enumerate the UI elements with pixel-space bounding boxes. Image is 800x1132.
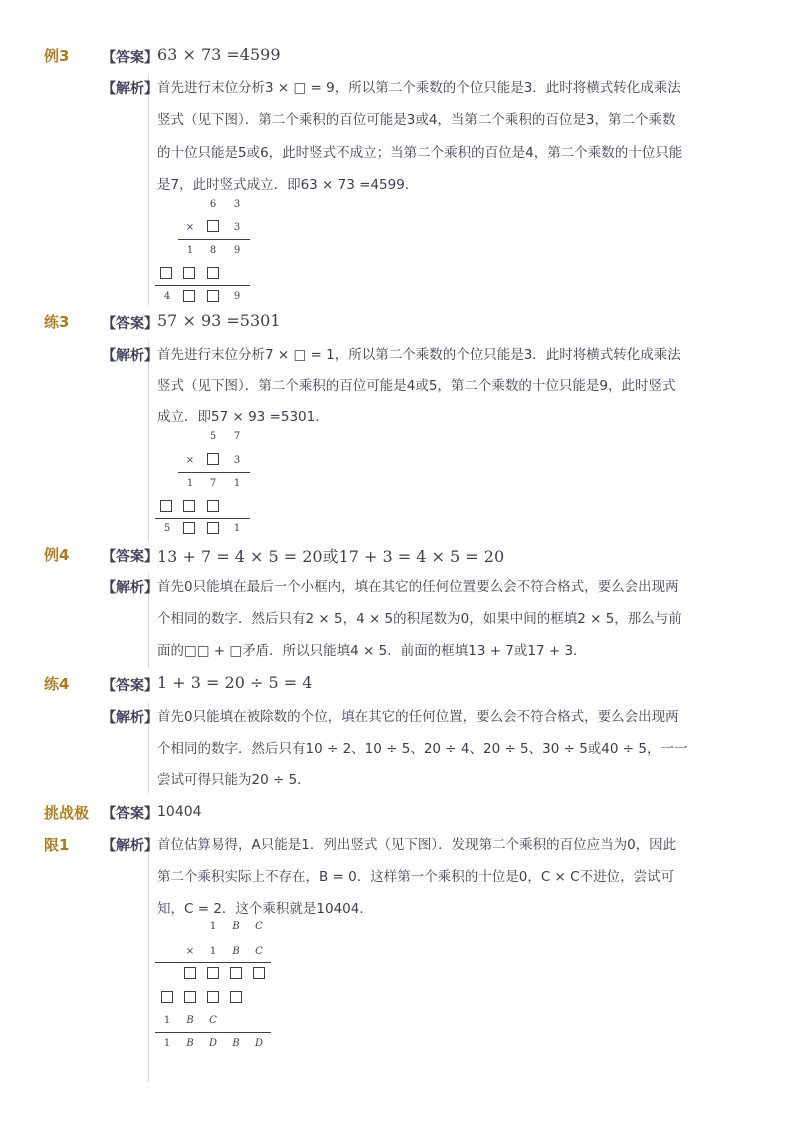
answer-label: 【答案】 <box>102 678 158 694</box>
digit: 6 <box>209 199 217 210</box>
blank-box <box>207 991 219 1003</box>
analysis-line: 知，C = 2．这个乘积就是10404． <box>157 901 373 917</box>
answer-label: 【答案】 <box>102 549 158 565</box>
digit: 8 <box>209 245 217 256</box>
digit: 9 <box>233 291 241 302</box>
blank-box <box>183 500 195 512</box>
digit: 1 <box>233 478 241 489</box>
answer-label: 【答案】 <box>102 806 158 822</box>
blank-box <box>184 991 196 1003</box>
analysis-divider <box>148 832 149 1082</box>
blank-box <box>207 267 219 279</box>
analysis-line: 首先0只能填在被除数的个位，填在其它的任何位置，要么会不符合格式，要么会出现两 <box>157 709 679 725</box>
digit: 1 <box>209 921 217 932</box>
digit: C <box>255 946 263 957</box>
blank-box <box>161 991 173 1003</box>
digit: B <box>186 1038 194 1049</box>
blank-box <box>207 967 219 979</box>
answer-text: 10404 <box>157 804 202 820</box>
digit: B <box>186 1015 194 1026</box>
answer-text: 1 + 3 = 20 ÷ 5 = 4 <box>157 673 313 692</box>
answer-text: 63 × 73 =4599 <box>157 45 281 64</box>
analysis-line: 首位估算易得，A只能是1．列出竖式（见下图）．发现第二个乘积的百位应当为0，因此 <box>157 837 677 853</box>
rule-line <box>155 285 250 286</box>
rule-line <box>178 239 250 240</box>
digit: B <box>232 946 240 957</box>
analysis-line: 第二个乘积实际上不存在，B = 0．这样第一个乘积的十位是0，C × C不进位，尝试可 <box>157 869 675 885</box>
times-sign: × <box>185 222 195 233</box>
analysis-line: 成立．即57 × 93 =5301． <box>157 409 329 425</box>
times-sign: × <box>185 946 195 957</box>
blank-box <box>183 290 195 302</box>
digit: 3 <box>233 222 241 233</box>
analysis-line: 是7，此时竖式成立．即63 × 73 =4599． <box>157 177 419 193</box>
analysis-label: 【解析】 <box>102 838 158 854</box>
analysis-label: 【解析】 <box>102 81 158 97</box>
digit: 1 <box>186 245 194 256</box>
digit: 3 <box>233 199 241 210</box>
blank-box <box>160 267 172 279</box>
analysis-line: 尝试可得只能为20 ÷ 5． <box>157 772 311 788</box>
section-tag-pr4: 练4 <box>44 675 70 693</box>
answer-text: 13 + 7 = 4 × 5 = 20或17 + 3 = 4 × 5 = 20 <box>157 547 505 566</box>
digit: B <box>232 921 240 932</box>
rule-line <box>155 1032 271 1033</box>
analysis-line: 面的□□ + □矛盾．所以只能填4 × 5．前面的框填13 + 7或17 + 3． <box>157 643 587 659</box>
analysis-label: 【解析】 <box>102 710 158 726</box>
digit: 1 <box>163 1038 171 1049</box>
rule-line <box>178 472 250 473</box>
rule-line <box>155 962 271 963</box>
blank-box <box>207 522 219 534</box>
digit: D <box>208 1038 218 1049</box>
digit: 1 <box>186 478 194 489</box>
section-tag-challenge-2: 限1 <box>44 836 70 854</box>
analysis-line: 个相同的数字．然后只有2 × 5，4 × 5的积尾数为0，如果中间的框填2 × 5，那么与前 <box>157 611 682 627</box>
analysis-label: 【解析】 <box>102 348 158 364</box>
rule-line <box>155 518 250 519</box>
digit: D <box>254 1038 264 1049</box>
digit: 1 <box>209 946 217 957</box>
analysis-divider <box>148 341 149 541</box>
analysis-line: 竖式（见下图）．第二个乘积的百位可能是3或4，当第二个乘积的百位是3，第二个乘数 <box>157 112 676 128</box>
digit: 9 <box>233 245 241 256</box>
digit: 3 <box>233 455 241 466</box>
digit: 7 <box>233 431 241 442</box>
analysis-divider <box>148 75 149 305</box>
blank-box <box>183 522 195 534</box>
answer-text: 57 × 93 =5301 <box>157 311 281 330</box>
analysis-line: 首先进行末位分析3 × □ = 9，所以第二个乘数的个位只能是3．此时将横式转化成乘法 <box>157 80 681 96</box>
answer-label: 【答案】 <box>102 316 158 332</box>
blank-box <box>183 267 195 279</box>
blank-box <box>207 453 219 465</box>
digit: B <box>232 1038 240 1049</box>
digit: 4 <box>163 291 171 302</box>
blank-box <box>184 967 196 979</box>
digit: 5 <box>163 523 171 534</box>
blank-box <box>230 991 242 1003</box>
section-tag-pr3: 练3 <box>44 313 70 331</box>
analysis-line: 的十位只能是5或6，此时竖式不成立；当第二个乘积的百位是4，第二个乘数的十位只能 <box>157 145 683 161</box>
blank-box <box>160 500 172 512</box>
digit: C <box>209 1015 217 1026</box>
analysis-line: 首先0只能填在最后一个小框内，填在其它的任何位置要么会不符合格式，要么会出现两 <box>157 579 679 595</box>
blank-box <box>253 967 265 979</box>
blank-box <box>230 967 242 979</box>
digit: 1 <box>233 523 241 534</box>
analysis-line: 个相同的数字．然后只有10 ÷ 2、10 ÷ 5、20 ÷ 4、20 ÷ 5、30 ÷ 5或40 ÷ 5，一一 <box>157 741 688 757</box>
section-tag-challenge: 挑战极 <box>44 804 90 822</box>
blank-box <box>207 500 219 512</box>
digit: C <box>255 921 263 932</box>
section-tag-ex3: 例3 <box>44 47 70 65</box>
answer-label: 【答案】 <box>102 50 158 66</box>
analysis-line: 竖式（见下图）．第二个乘积的百位可能是4或5，第二个乘数的十位只能是9，此时竖式 <box>157 378 676 394</box>
digit: 7 <box>209 478 217 489</box>
digit: 1 <box>163 1015 171 1026</box>
times-sign: × <box>185 455 195 466</box>
analysis-label: 【解析】 <box>102 580 158 596</box>
digit: 5 <box>209 431 217 442</box>
analysis-line: 首先进行末位分析7 × □ = 1，所以第二个乘数的个位只能是3．此时将横式转化成乘法 <box>157 347 681 363</box>
blank-box <box>207 290 219 302</box>
section-tag-ex4: 例4 <box>44 546 70 564</box>
blank-box <box>207 220 219 232</box>
